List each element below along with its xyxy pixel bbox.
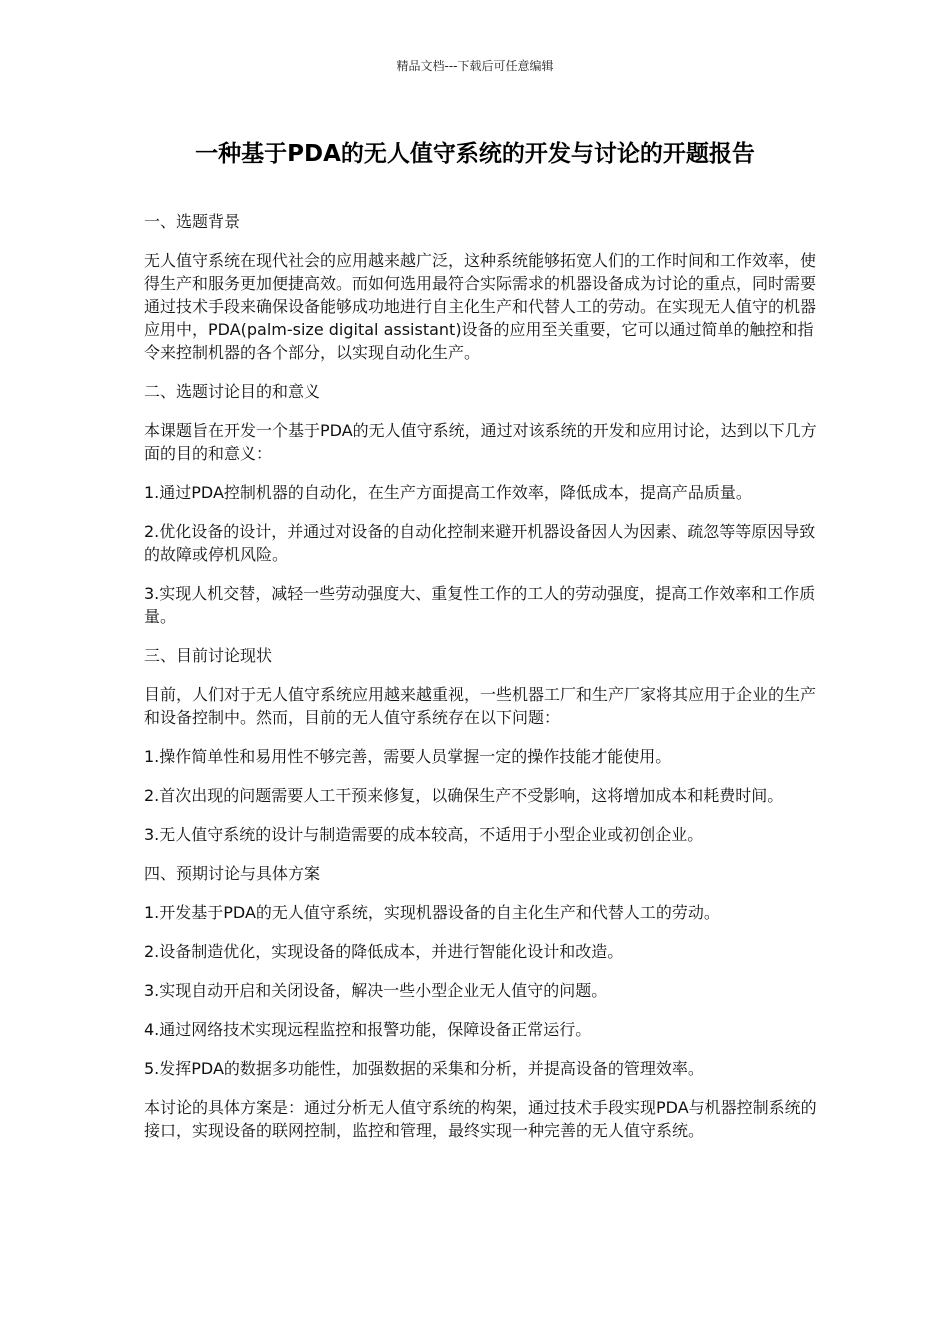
list-item: 3.实现人机交替，减轻一些劳动强度大、重复性工作的工人的劳动强度，提高工作效率和工作质量。 (144, 584, 816, 626)
document-title: 一种基于PDA的无人值守系统的开发与讨论的开题报告 (195, 141, 755, 167)
list-item: 2.优化设备的设计，并通过对设备的自动化控制来避开机器设备因人为因素、疏忽等等原因导致的故障或停机风险。 (144, 522, 816, 564)
list-item: 5.发挥PDA的数据多功能性，加强数据的采集和分析，并提高设备的管理效率。 (144, 1059, 704, 1078)
section-heading-status: 三、目前讨论现状 (144, 646, 273, 665)
list-item: 3.实现自动开启和关闭设备，解决一些小型企业无人值守的问题。 (144, 981, 608, 1000)
paragraph-purpose-intro: 本课题旨在开发一个基于PDA的无人值守系统，通过对该系统的开发和应用讨论，达到以下几方面的目的和意义： (144, 421, 817, 463)
section-heading-plan: 四、预期讨论与具体方案 (144, 864, 321, 883)
paragraph-status-intro: 目前，人们对于无人值守系统应用越来越重视，一些机器工厂和生产厂家将其应用于企业的生产和设备控制中。然而，目前的无人值守系统存在以下问题： (144, 685, 817, 727)
document-body (144, 210, 820, 1158)
section-heading-purpose: 二、选题讨论目的和意义 (144, 382, 321, 401)
list-item: 1.操作简单性和易用性不够完善，需要人员掌握一定的操作技能才能使用。 (144, 747, 672, 766)
list-item: 4.通过网络技术实现远程监控和报警功能，保障设备正常运行。 (144, 1020, 592, 1039)
page-header: 精品文档---下载后可任意编辑 (396, 59, 554, 73)
list-item: 1.开发基于PDA的无人值守系统，实现机器设备的自主化生产和代替人工的劳动。 (144, 903, 720, 922)
list-item: 2.设备制造优化，实现设备的降低成本，并进行智能化设计和改造。 (144, 942, 624, 961)
list-item: 1.通过PDA控制机器的自动化，在生产方面提高工作效率，降低成本，提高产品质量。 (144, 483, 752, 502)
list-item: 2.首次出现的问题需要人工干预来修复，以确保生产不受影响，这将增加成本和耗费时间。 (144, 786, 784, 805)
paragraph-background: 无人值守系统在现代社会的应用越来越广泛，这种系统能够拓宽人们的工作时间和工作效率，使得生产和服务更加便捷高效。而如何选用最符合实际需求的机器设备成为讨论的重点，同时需要通过技术手段来确保设备能够成功地进行自主化生产和代替人工的劳动。在实现无人值守的机器应用中，PDA(palm-size digital assistant)设备的应用至关重要，它可以通过简单的触控和指令来控制机器的各个部分，以实现自动化生产。 (144, 251, 817, 362)
list-item: 3.无人值守系统的设计与制造需要的成本较高，不适用于小型企业或初创企业。 (144, 825, 704, 844)
section-heading-background: 一、选题背景 (144, 212, 241, 231)
paragraph-plan-conclusion: 本讨论的具体方案是：通过分析无人值守系统的构架，通过技术手段实现PDA与机器控制系统的接口，实现设备的联网控制，监控和管理，最终实现一种完善的无人值守系统。 (144, 1098, 817, 1140)
